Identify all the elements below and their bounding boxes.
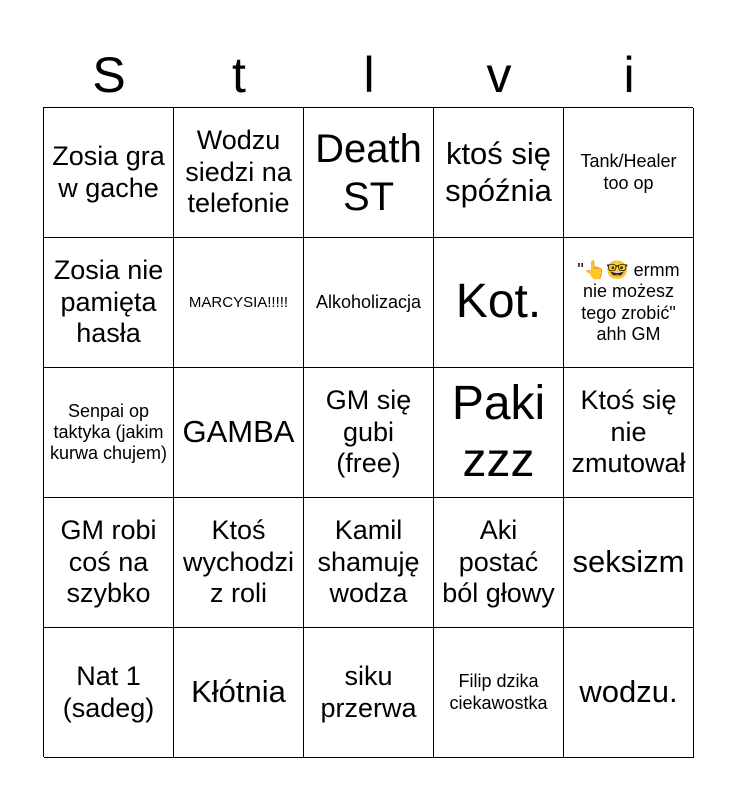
bingo-cell[interactable]: Ktoś się nie zmutował — [564, 368, 694, 498]
bingo-cell[interactable]: Paki zzz — [434, 368, 564, 498]
bingo-cell[interactable]: Tank/Healer too op — [564, 108, 694, 238]
bingo-header — [44, 44, 694, 106]
header-letter: t — [232, 47, 246, 103]
header-letter: v — [486, 47, 512, 103]
bingo-cell[interactable]: MARCYSIA!!!!! — [174, 238, 304, 368]
bingo-cell[interactable]: Alkoholizacja — [304, 238, 434, 368]
bingo-cell[interactable]: Death ST — [304, 108, 434, 238]
header-letter: i — [623, 47, 635, 103]
bingo-cell[interactable]: seksizm — [564, 498, 694, 628]
bingo-cell[interactable]: Zosia gra w gache — [44, 108, 174, 238]
bingo-cell[interactable]: Kot. — [434, 238, 564, 368]
bingo-cell[interactable]: siku przerwa — [304, 628, 434, 758]
bingo-cell[interactable]: wodzu. — [564, 628, 694, 758]
bingo-cell[interactable]: "👆🤓 ermm nie możesz tego zrobić" ahh GM — [564, 238, 694, 368]
bingo-cell[interactable]: GM się gubi (free) — [304, 368, 434, 498]
bingo-board — [43, 107, 693, 757]
bingo-cell[interactable]: ktoś się spóźnia — [434, 108, 564, 238]
bingo-cell[interactable]: Kłótnia — [174, 628, 304, 758]
bingo-cell[interactable]: Senpai op taktyka (jakim kurwa chujem) — [44, 368, 174, 498]
bingo-cell[interactable]: Ktoś wychodzi z roli — [174, 498, 304, 628]
bingo-cell[interactable]: Wodzu siedzi na telefonie — [174, 108, 304, 238]
bingo-cell[interactable]: Filip dzika ciekawostka — [434, 628, 564, 758]
bingo-cell[interactable]: Zosia nie pamięta hasła — [44, 238, 174, 368]
bingo-cell[interactable]: Nat 1 (sadeg) — [44, 628, 174, 758]
bingo-cell[interactable]: Kamil shamuję wodza — [304, 498, 434, 628]
bingo-cell[interactable]: GAMBA — [174, 368, 304, 498]
header-letter: l — [363, 47, 375, 103]
header-letter: S — [92, 47, 126, 103]
bingo-cell[interactable]: GM robi coś na szybko — [44, 498, 174, 628]
bingo-cell[interactable]: Aki postać ból głowy — [434, 498, 564, 628]
